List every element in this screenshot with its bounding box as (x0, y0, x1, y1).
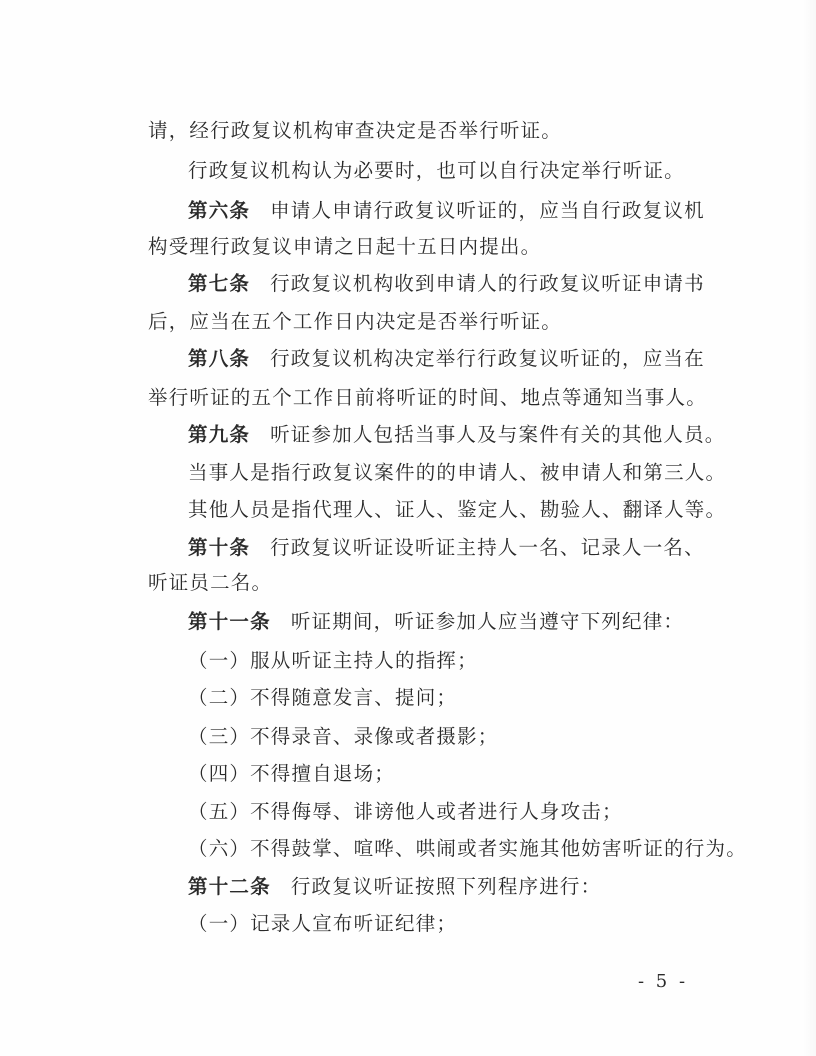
paragraph-line (188, 460, 726, 486)
list-item (188, 836, 747, 862)
line-text: 当事人是指行政复议案件的的申请人、被申请人和第三人。 (188, 461, 727, 484)
article-number: 第九条 (188, 423, 251, 446)
line-text: 行政复议听证设听证主持人一名、记录人一名、 (270, 536, 705, 559)
article-number: 第十一条 (188, 610, 271, 633)
line-text: （二）不得随意发言、提问； (188, 686, 458, 709)
line-text: 行政复议听证按照下列程序进行： (290, 875, 602, 898)
line-text: （五）不得侮辱、诽谤他人或者进行人身攻击； (188, 800, 623, 823)
article-line (188, 346, 705, 372)
article-line (188, 422, 726, 448)
list-item (188, 761, 395, 787)
line-text: 行政复议机构认为必要时，也可以自行决定举行听证。 (188, 159, 685, 182)
paragraph-line (148, 570, 272, 596)
line-text: （一）服从听证主持人的指挥； (188, 649, 478, 672)
line-text: 听证期间，听证参加人应当遵守下列纪律： (290, 610, 685, 633)
article-line (188, 271, 705, 297)
article-number: 第十条 (188, 536, 251, 559)
scan-edge-shading (802, 0, 816, 1056)
line-text: 行政复议机构收到申请人的行政复议听证申请书 (270, 272, 705, 295)
article-line (188, 198, 705, 224)
article-number: 第六条 (188, 199, 251, 222)
list-item (188, 799, 623, 825)
line-text: （三）不得录音、录像或者摄影； (188, 725, 499, 748)
line-text: 申请人申请行政复议听证的，应当自行政复议机 (270, 199, 705, 222)
line-text: 其他人员是指代理人、证人、鉴定人、勘验人、翻译人等。 (188, 498, 727, 521)
list-item (188, 724, 499, 750)
line-text: 听证参加人包括当事人及与案件有关的其他人员。 (270, 423, 726, 446)
article-line (188, 874, 601, 900)
line-text: （一）记录人宣布听证纪律； (188, 912, 458, 935)
line-text: 听证员二名。 (148, 571, 273, 594)
article-line (188, 535, 705, 561)
line-text: 举行听证的五个工作日前将听证的时间、地点等通知当事人。 (148, 386, 707, 409)
paragraph-line (188, 497, 726, 523)
line-text: 请，经行政复议机构审查决定是否举行听证。 (148, 119, 563, 142)
line-text: 后，应当在五个工作日内决定是否举行听证。 (148, 310, 563, 333)
line-text: （四）不得擅自退场； (188, 762, 396, 785)
list-item (188, 685, 457, 711)
article-line (188, 609, 684, 635)
list-item (188, 648, 478, 674)
paragraph-line (148, 309, 562, 335)
article-number: 第八条 (188, 347, 251, 370)
line-text: （六）不得鼓掌、喧哗、哄闹或者实施其他妨害听证的行为。 (188, 837, 747, 860)
line-text: 构受理行政复议申请之日起十五日内提出。 (148, 235, 542, 258)
list-item (188, 911, 457, 937)
article-number: 第七条 (188, 272, 251, 295)
line-text: 行政复议机构决定举行行政复议听证的，应当在 (270, 347, 705, 370)
paragraph-line (148, 118, 562, 144)
paragraph-line (188, 158, 685, 184)
paragraph-line (148, 234, 541, 260)
page-number: - 5 - (638, 971, 689, 992)
paragraph-line (148, 385, 707, 411)
article-number: 第十二条 (188, 875, 271, 898)
